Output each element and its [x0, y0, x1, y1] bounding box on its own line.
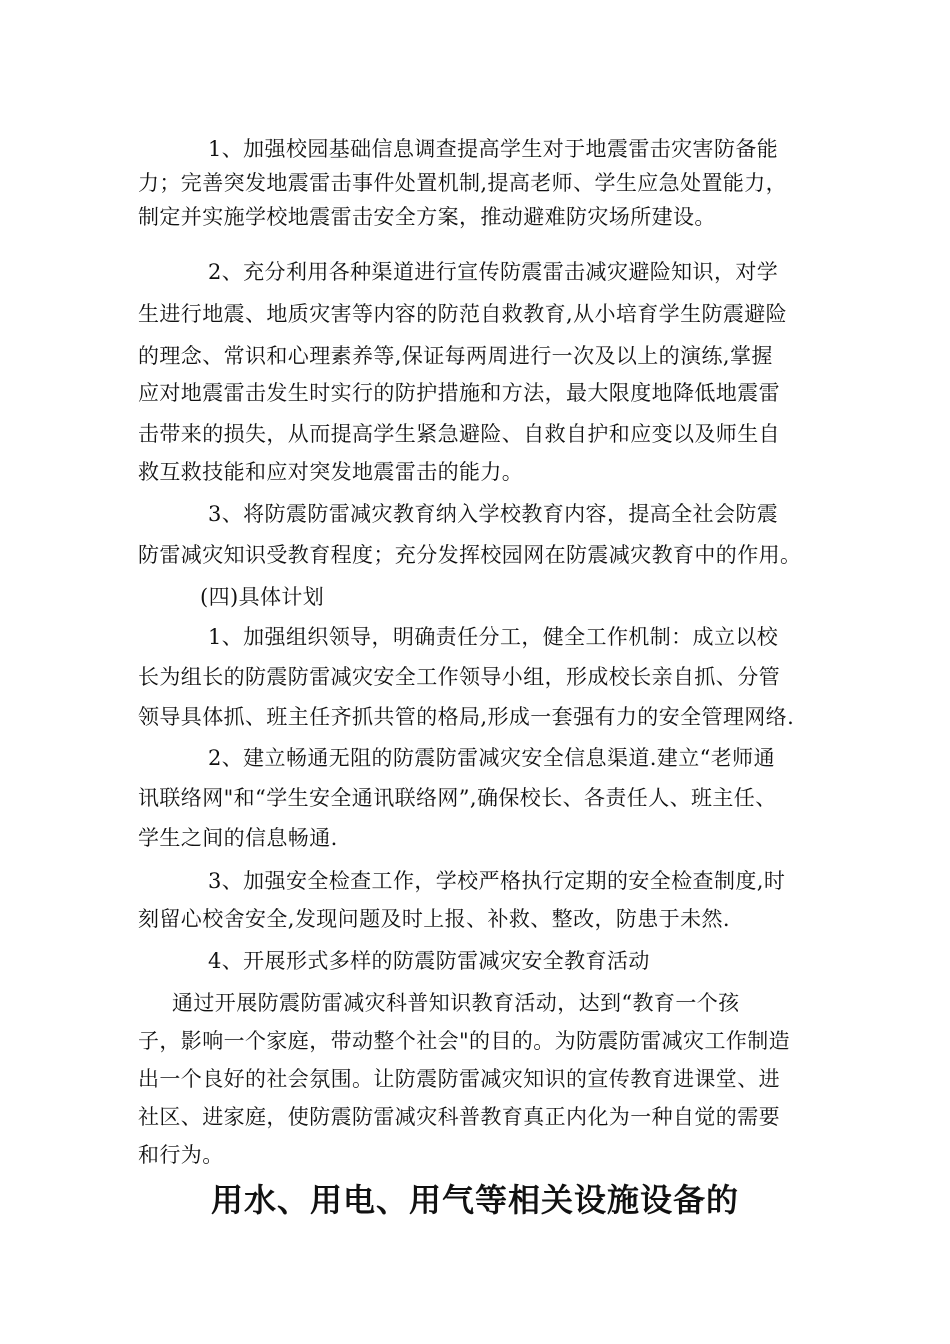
text-line: 的理念、常识和心理素养等,保证每两周进行一次及以上的演练,掌握 — [138, 344, 773, 368]
section-heading — [138, 580, 838, 614]
text-line: 救互救技能和应对突发地震雷击的能力。 — [138, 460, 524, 484]
text-line: 子，影响一个家庭，带动整个社会"的目的。为防震防雷减灾工作制造 — [138, 1029, 791, 1053]
paragraph-3 — [138, 497, 838, 577]
text-line: 生进行地震、地质灾害等内容的防范自救教育,从小培育学生防震避险 — [138, 302, 788, 326]
text-line: 3、加强安全检查工作，学校严格执行定期的安全检查制度,时 — [208, 869, 786, 893]
text-line: 出一个良好的社会氛围。让防震防雷减灾知识的宣传教育进课堂、进 — [138, 1067, 780, 1091]
section-title: 用水、用电、用气等相关设施设备的 — [210, 1181, 739, 1219]
text-line: 讯联络网"和“学生安全通讯联络网”,确保校长、各责任人、班主任、 — [138, 786, 777, 810]
plan-item-2 — [138, 741, 838, 851]
text-line: 制定并实施学校地震雷击安全方案，推动避难防灾场所建设。 — [138, 205, 716, 229]
text-line: 力；完善突发地震雷击事件处置机制,提高老师、学生应急处置能力， — [138, 171, 788, 195]
paragraph-2 — [138, 255, 838, 484]
text-line: 领导具体抓、班主任齐抓共管的格局,形成一套强有力的安全管理网络. — [138, 705, 795, 729]
text-line: 通过开展防震防雷减灾科普知识教育活动，达到“教育一个孩 — [172, 991, 740, 1015]
text-line: 2、建立畅通无阻的防震防雷减灾安全信息渠道.建立“老师通 — [208, 746, 775, 770]
text-line: 击带来的损失，从而提高学生紧急避险、自救自护和应变以及师生自 — [138, 422, 780, 446]
text-line: 1、加强校园基础信息调查提高学生对于地震雷击灾害防备能 — [208, 137, 779, 161]
section-heading-text: (四)具体计划 — [200, 585, 325, 609]
text-line: 防雷减灾知识受教育程度；充分发挥校园网在防震减灾教育中的作用。 — [138, 543, 802, 567]
text-line: 社区、进家庭，使防震防雷减灾科普教育真正内化为一种自觉的需要 — [138, 1105, 780, 1129]
text-line: 和行为。 — [138, 1143, 224, 1167]
text-line: 长为组长的防震防雷减灾安全工作领导小组，形成校长亲自抓、分管 — [138, 665, 780, 689]
text-line: 4、开展形式多样的防震防雷减灾安全教育活动 — [208, 949, 650, 973]
paragraph-1 — [138, 132, 838, 234]
text-line: 学生之间的信息畅通. — [138, 826, 338, 850]
plan-item-4-body — [138, 986, 838, 1166]
text-line: 刻留心校舍安全,发现问题及时上报、补救、整改，防患于未然. — [138, 907, 730, 931]
text-line: 3、将防震防雷减灾教育纳入学校教育内容，提高全社会防震 — [208, 502, 779, 526]
plan-item-4 — [138, 944, 838, 978]
text-line: 1、加强组织领导，明确责任分工，健全工作机制：成立以校 — [208, 625, 779, 649]
text-line: 应对地震雷击发生时实行的防护措施和方法，最大限度地降低地震雷 — [138, 381, 780, 405]
text-line: 2、充分利用各种渠道进行宣传防震雷击减灾避险知识，对学 — [208, 260, 779, 284]
plan-item-3 — [138, 864, 838, 936]
plan-item-1 — [138, 620, 838, 730]
